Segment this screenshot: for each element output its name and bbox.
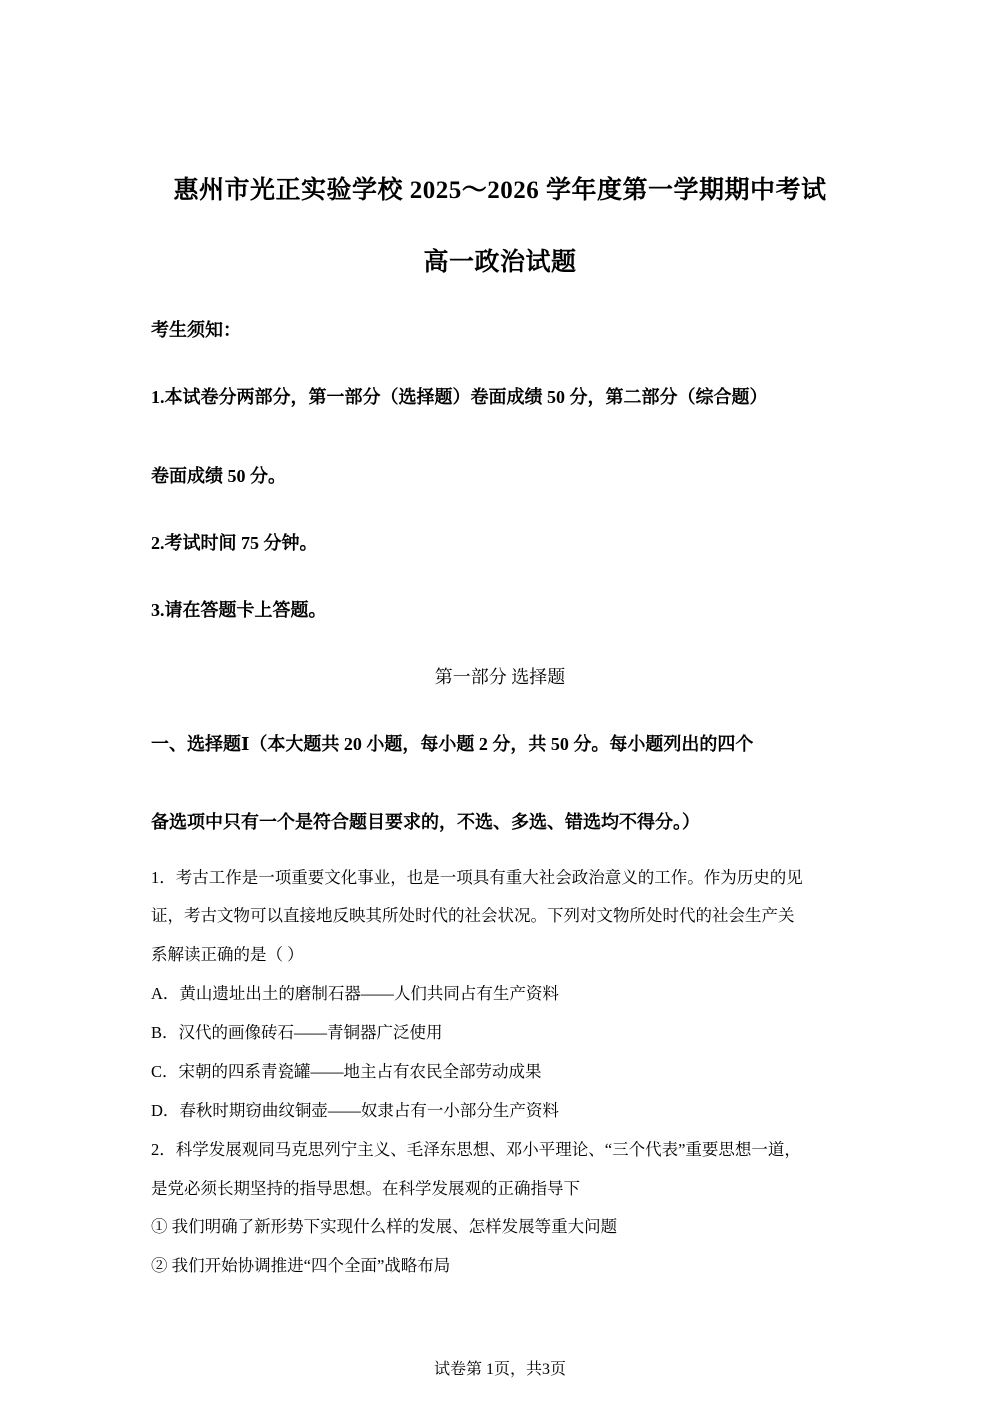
notice-item-2: 2.考试时间 75 分钟。 <box>151 533 318 553</box>
question-1-option-a: A．黄山遗址出土的磨制石器——人们共同占有生产资料 <box>151 984 559 1003</box>
notice-item-1: 1.本试卷分两部分，第一部分（选择题）卷面成绩 50 分，第二部分（综合题） <box>151 387 768 407</box>
part-heading: 一、选择题Ⅰ（本大题共 20 小题，每小题 2 分，共 50 分。每小题列出的四个 <box>151 734 754 754</box>
question-1-option-d: D．春秋时期窃曲纹铜壶——奴隶占有一小部分生产资料 <box>151 1101 559 1120</box>
exam-title: 惠州市光正实验学校 2025～2026 学年度第一学期期中考试 <box>173 177 827 204</box>
question-1-stem: 系解读正确的是（ ） <box>151 945 304 964</box>
part-heading-continued: 备选项中只有一个是符合题目要求的，不选、多选、错选均不得分。） <box>151 812 700 832</box>
page-footer: 试卷第 1页，共3页 <box>433 1361 566 1378</box>
notice-item-3: 3.请在答题卡上答题。 <box>151 600 327 620</box>
question-1-option-c: C．宋朝的四系青瓷罐——地主占有农民全部劳动成果 <box>151 1062 542 1081</box>
question-1-stem: 证，考古文物可以直接地反映其所处时代的社会状况。下列对文物所处时代的社会生产关 <box>151 906 795 925</box>
question-2-option-2: ② 我们开始协调推进“四个全面”战略布局 <box>151 1256 451 1275</box>
exam-subtitle: 高一政治试题 <box>423 249 577 276</box>
question-2-option-1: ① 我们明确了新形势下实现什么样的发展、怎样发展等重大问题 <box>151 1217 618 1236</box>
notice-item-1-continued: 卷面成绩 50 分。 <box>151 466 286 486</box>
question-1-option-b: B．汉代的画像砖石——青铜器广泛使用 <box>151 1023 443 1042</box>
notice-heading: 考生须知： <box>151 320 241 340</box>
section-heading: 第一部分 选择题 <box>434 667 566 687</box>
question-1-stem: 1．考古工作是一项重要文化事业，也是一项具有重大社会政治意义的工作。作为历史的见 <box>151 868 803 887</box>
question-2-stem: 2．科学发展观同马克思列宁主义、毛泽东思想、邓小平理论、“三个代表”重要思想一道， <box>151 1140 801 1159</box>
question-2-stem: 是党必须长期坚持的指导思想。在科学发展观的正确指导下 <box>151 1179 580 1198</box>
